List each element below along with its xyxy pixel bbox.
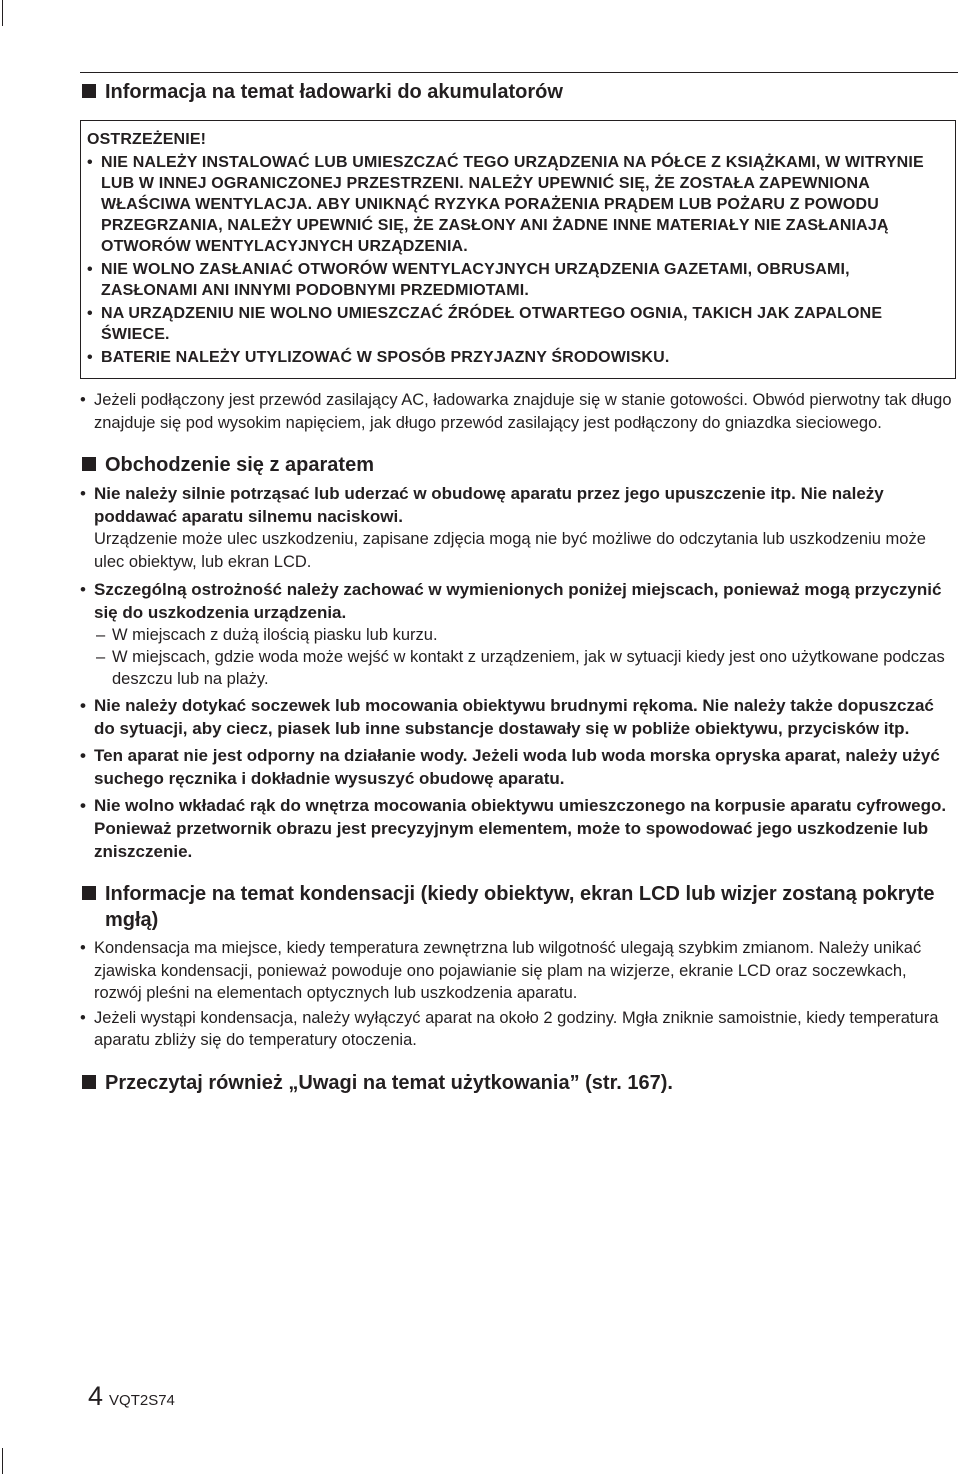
- item-bold-text: Nie należy silnie potrząsać lub uderzać w obudowę aparatu przez jego upuszczenie itp. Nie należy poddawać aparatu silnemu naciskowi.: [94, 484, 884, 526]
- section-heading-handling: [80, 452, 956, 478]
- list-item: • Kondensacja ma miejsce, kiedy temperatura zewnętrzna lub wilgotność ulegają szybkim zmianom. Należy unikać zjawiska kondensacji, ponieważ powoduje ono pojawianie się plam na wizjerze, ekranie LCD oraz soczewkach, rozwój pleśni na elementach optycznych lub uszkodzenia aparatu.: [80, 937, 956, 1005]
- warning-list: [87, 152, 947, 368]
- square-bullet-icon: [82, 84, 96, 98]
- list-item: • Nie należy dotykać soczewek lub mocowania obiektywu brudnymi rękoma. Nie należy także dopuszczać do sytuacji, aby ciecz, piasek lub inne substancje dostawały się w pobliże obiektywu, przycisków itp.: [80, 694, 956, 740]
- list-item: [80, 578, 956, 690]
- warning-item: • BATERIE NALEŻY UTYLIZOWAĆ W SPOSÓB PRZYJAZNY ŚRODOWISKU.: [87, 347, 947, 368]
- handling-list: [80, 482, 956, 863]
- warning-item: • NIE NALEŻY INSTALOWAĆ LUB UMIESZCZAĆ TEGO URZĄDZENIA NA PÓŁCE Z KSIĄŻKAMI, W WITRYNIE LUB W INNEJ OGRANICZONEJ PRZESTRZENI. NALEŻY UPEWNIĆ SIĘ, ŻE ZOSTAŁA ZAPEWNIONA WŁAŚCIWA WENTYLACJA. ABY UNIKNĄĆ RYZYKA PORAŻENIA PRĄDEM LUB POŻARU Z POWODU PRZEGRZANIA, NALEŻY UPEWNIĆ SIĘ, ŻE ZASŁONY ANI ŻADNE INNE MATERIAŁY NIE ZASŁANIAJĄ OTWORÓW WENTYLACYJNYCH URZĄDZENIA.: [87, 152, 947, 257]
- crop-mark-top: [2, 0, 3, 26]
- condensation-list: [80, 937, 956, 1052]
- crop-mark-bottom: [2, 1448, 3, 1474]
- list-item: • Nie wolno wkładać rąk do wnętrza mocowania obiektywu umieszczonego na korpusie aparatu cyfrowego. Ponieważ przetwornik obrazu jest precyzyjnym elementem, może to spowodować jego uszkodzenie lub zniszczenie.: [80, 794, 956, 863]
- section-heading-see-also: [80, 1070, 956, 1096]
- list-item: [80, 482, 956, 574]
- warning-item: • NA URZĄDZENIU NIE WOLNO UMIESZCZAĆ ŹRÓDEŁ OTWARTEGO OGNIA, TAKICH JAK ZAPALONE ŚWIECE.: [87, 303, 947, 345]
- square-bullet-icon: [82, 457, 96, 471]
- page-content: [80, 74, 956, 1096]
- warning-title: OSTRZEŻENIE!: [87, 131, 207, 148]
- charger-note-list: [80, 389, 956, 434]
- top-rule: [80, 72, 958, 73]
- heading-text: Przeczytaj również „Uwagi na temat użytkowania” (str. 167).: [105, 1071, 673, 1094]
- charger-note: • Jeżeli podłączony jest przewód zasilający AC, ładowarka znajduje się w stanie gotowości. Obwód pierwotny tak długo znajduje się pod wysokim napięciem, jak długo przewód zasilający jest podłączony do gniazdka sieciowego.: [80, 389, 956, 434]
- document-code: VQT2S74: [109, 1392, 175, 1409]
- square-bullet-icon: [82, 886, 96, 900]
- list-item: • Jeżeli wystąpi kondensacja, należy wyłączyć aparat na około 2 godziny. Mgła zniknie samoistnie, kiedy temperatura aparatu zbliży się do temperatury otoczenia.: [80, 1007, 956, 1052]
- heading-text: Obchodzenie się z aparatem: [105, 454, 374, 476]
- heading-text: Informacje na temat kondensacji (kiedy obiektyw, ekran LCD lub wizjer zostaną pokryte mgłą): [105, 883, 935, 931]
- warning-box: [80, 120, 956, 379]
- section-heading-condensation: [80, 881, 956, 933]
- dash-item: – W miejscach z dużą ilością piasku lub kurzu.: [94, 624, 956, 646]
- dash-item: – W miejscach, gdzie woda może wejść w kontakt z urządzeniem, jak w sytuacji kiedy jest ono użytkowane podczas deszczu lub na plaży.: [94, 646, 956, 690]
- section-heading-charger: [80, 79, 956, 105]
- heading-text: Informacja na temat ładowarki do akumulatorów: [105, 81, 563, 103]
- square-bullet-icon: [82, 1075, 96, 1089]
- list-item: • Ten aparat nie jest odporny na działanie wody. Jeżeli woda lub woda morska opryska aparat, należy użyć suchego ręcznika i dokładnie wysuszyć obudowę aparatu.: [80, 744, 956, 790]
- item-bold-text: Szczególną ostrożność należy zachować w wymienionych poniżej miejscach, ponieważ mogą przyczynić się do uszkodzenia urządzenia.: [94, 580, 942, 622]
- page-footer: [88, 1379, 175, 1418]
- warning-item: • NIE WOLNO ZASŁANIAĆ OTWORÓW WENTYLACYJNYCH URZĄDZENIA GAZETAMI, OBRUSAMI, ZASŁONAMI ANI INNYMI PODOBNYMI PRZEDMIOTAMI.: [87, 259, 947, 301]
- page-number: 4: [88, 1381, 104, 1411]
- item-normal-text: Urządzenie może ulec uszkodzeniu, zapisane zdjęcia mogą nie być możliwe do odczytania lub uszkodzeniu może ulec obiektyw, lub ekran LCD.: [94, 530, 926, 571]
